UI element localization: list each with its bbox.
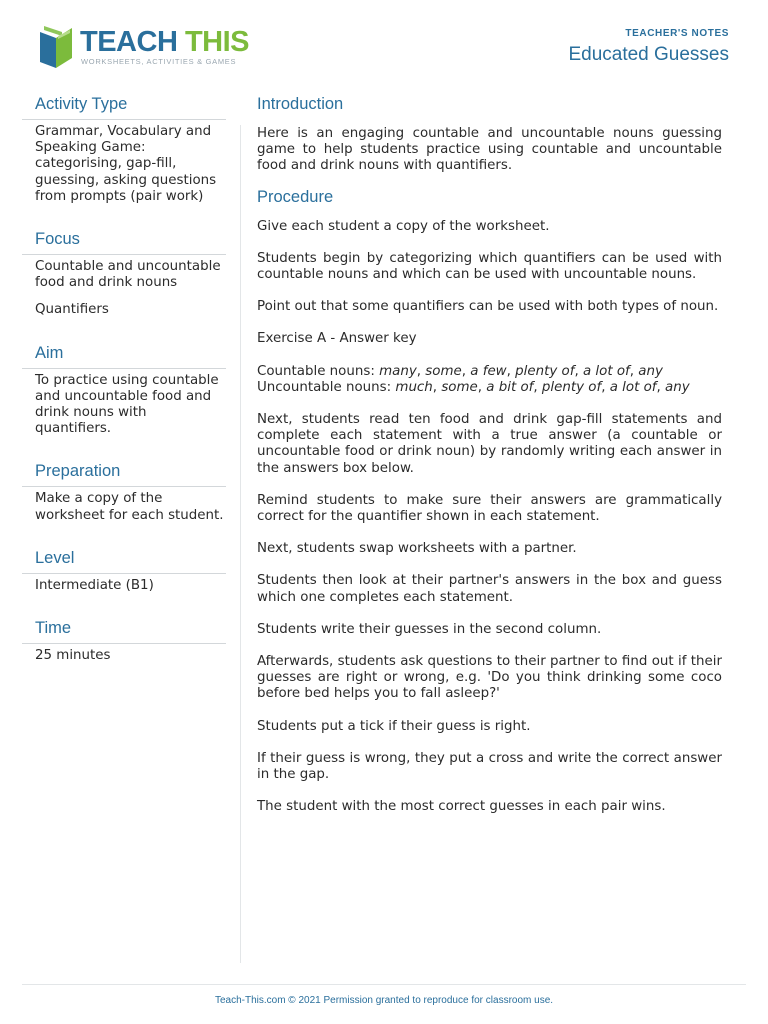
procedure-step: Students then look at their partner's answers in the box and guess which one completes each statement. [257,573,722,605]
quantifier-term: many [379,363,417,379]
procedure-step: Students put a tick if their guess is right. [257,718,531,734]
sidebar-body [22,369,226,438]
sidebar-text: Quantifiers [35,302,109,318]
quantifier-term: plenty of [541,379,602,395]
quantifier-term: a bit of [486,379,534,395]
sidebar-text: 25 minutes [35,648,111,664]
quantifier-term: a lot of [582,363,630,379]
countable-label: Countable nouns: [257,363,375,379]
procedure-step: The student with the most correct guesses in each pair wins. [257,799,666,815]
quantifier-term: some [441,379,478,395]
footer-copyright: Teach-This.com © 2021 Permission granted to reproduce for classroom use. [214,995,554,1006]
quantifier-term: a few [470,363,507,379]
teachers-notes-label: TEACHER'S NOTES [625,28,729,39]
main-content [257,93,722,815]
sidebar-section-activity-type [22,93,226,205]
sidebar-section-level [22,547,226,594]
quantifier-term: some [425,363,462,379]
sidebar-body [22,574,226,594]
uncountable-quantifiers: much, some, a bit of, plenty of, a lot of, any [395,379,690,395]
procedure-step: Next, students swap worksheets with a partner. [257,541,577,557]
logo-tagline: WORKSHEETS, ACTIVITIES & GAMES [81,57,237,66]
procedure-step: Point out that some quantifiers can be used with both types of noun. [257,299,719,315]
procedure-step: Give each student a copy of the worksheet. [257,218,550,234]
sidebar-heading: Focus [22,228,226,255]
sidebar-heading: Time [22,617,226,644]
teach-this-logo [36,24,250,70]
sidebar-heading: Level [22,547,226,574]
answer-key [257,364,722,396]
sidebar-text: Countable and uncountable food and drink nouns [35,259,221,291]
book-logo-icon [36,24,76,68]
sidebar-section-preparation [22,460,226,523]
answer-key-title: Exercise A - Answer key [257,331,417,347]
procedure-step: Remind students to make sure their answers are grammatically correct for the quantifier shown in each statement. [257,492,722,525]
footer-divider [22,984,746,985]
sidebar [22,93,226,687]
quantifier-term: a lot of [609,379,657,395]
column-divider [240,125,241,963]
introduction-heading: Introduction [257,95,344,113]
procedure-step: Students begin by categorizing which quantifiers can be used with countable nouns and which can be used with uncountable nouns. [257,250,722,283]
quantifier-term: much [395,379,433,395]
procedure-step: Students write their guesses in the second column. [257,621,602,637]
sidebar-body [22,487,226,523]
countable-quantifiers: many, some, a few, plenty of, a lot of, any [379,363,663,379]
sidebar-body [22,120,226,205]
sidebar-heading: Preparation [22,460,226,487]
sidebar-section-aim [22,342,226,438]
sidebar-text: To practice using countable and uncountable food and drink nouns with quantifiers. [35,372,219,437]
procedure-heading: Procedure [257,187,334,206]
procedure-step: If their guess is wrong, they put a cross and write the correct answer in the gap. [257,750,722,783]
page-title: Educated Guesses [568,44,729,65]
procedure-step: Afterwards, students ask questions to their partner to find out if their guesses are right or wrong, e.g. 'Do you think drinking some coco before bed helps you to fall asleep?' [257,654,722,702]
introduction-text: Here is an engaging countable and uncountable nouns guessing game to help students practice using countable and uncountable food and drink nouns with quantifiers. [257,126,722,174]
sidebar-heading: Activity Type [22,93,226,120]
sidebar-text: Make a copy of the worksheet for each student. [35,491,224,523]
sidebar-heading: Aim [22,342,226,369]
quantifier-term: any [665,379,690,395]
procedure-step: Next, students read ten food and drink gap-fill statements and complete each statement with a true answer (a countable or uncountable food or drink noun) by randomly writing each answer in the answers box below. [257,412,722,476]
uncountable-label: Uncountable nouns: [257,379,392,395]
sidebar-body [22,255,226,319]
sidebar-section-time [22,617,226,664]
sidebar-section-focus [22,228,226,319]
logo-wordmark: TEACH THIS [80,26,250,58]
sidebar-body [22,644,226,664]
sidebar-text: Intermediate (B1) [35,577,154,593]
sidebar-text: Grammar, Vocabulary and Speaking Game: categorising, gap-fill, guessing, asking questions from prompts (pair work) [35,124,217,204]
quantifier-term: plenty of [515,363,575,379]
quantifier-term: any [638,363,663,379]
